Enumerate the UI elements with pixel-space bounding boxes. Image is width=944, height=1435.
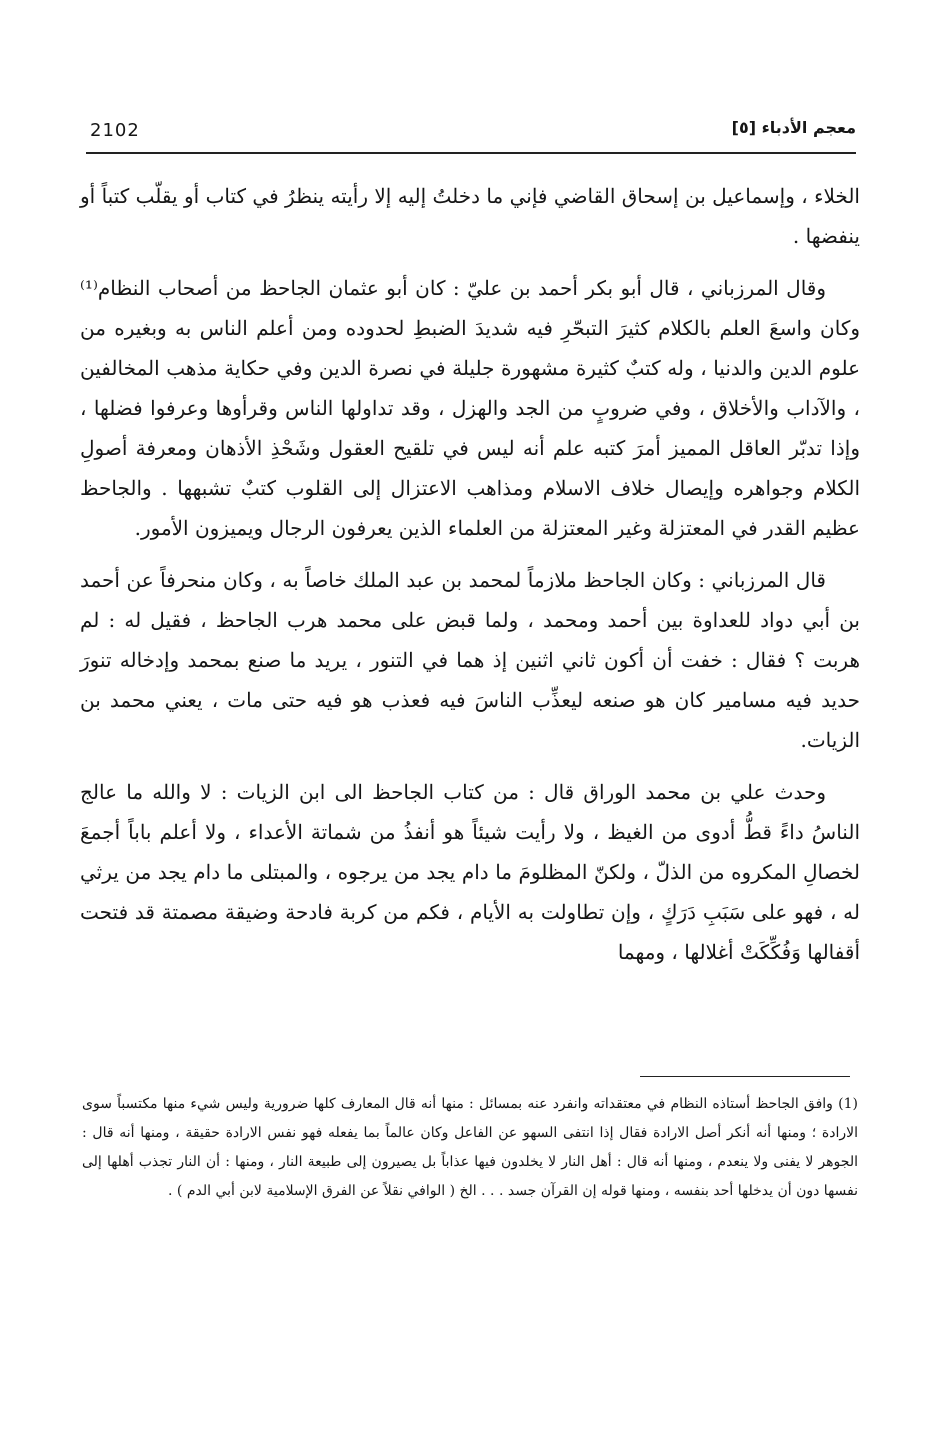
paragraph: الخلاء ، وإسماعيل بن إسحاق القاضي فإني ما دخلتُ إليه إلا رأيته ينظرُ في كتاب أو يقلّب كتباً أو ينفضها . xyxy=(80,184,860,248)
footnotes xyxy=(82,1090,858,1206)
footnote: (1) وافق الجاحظ أستاذه النظام في معتقداته وانفرد عنه بمسائل : منها أنه قال المعارف كلها ضرورية وليس شيء منها مكتسباً سوى الارادة ؛ ومنها أنه أنكر أصل الارادة فقال إذا انتفى السهو عن الفاعل وكان عالماً بما يفعله فهو نفس الارادة حقيقة ، ومنها أنه قال : الجوهر لا يفنى ولا ينعدم ، ومنها أنه قال : أهل النار لا يخلدون فيها عذاباً بل يصيرون إلى طبيعة النار ، ومنها : أن النار تجذب أهلها إلى نفسها دون أن يدخلها أحد بنفسه ، ومنها قوله إن القرآن جسد . . . الخ ( الوافي نقلاً عن الفرق الإسلامية لابن أبي الدم ) . xyxy=(82,1096,858,1199)
paragraph: قال المرزباني : وكان الجاحظ ملازماً لمحمد بن عبد الملك خاصاً به ، وكان منحرفاً عن أحمد بن أبي دواد للعداوة بين أحمد ومحمد ، ولما قبض على محمد هرب الجاحظ ، فقيل له : لم هربت ؟ فقال : خفت أن أكون ثاني اثنين إذ هما في التنور ، يريد ما صنع بمحمد وإدخاله تنورَ حديد فيه مسامير كان هو صنعه ليعذِّب الناسَ فيه فعذب هو فيه حتى مات ، يعني محمد بن الزيات. xyxy=(80,568,860,752)
paragraph: وحدث علي بن محمد الوراق قال : من كتاب الجاحظ الى ابن الزيات : لا والله ما عالج الناسُ داءً قطُّ أدوى من الغيظ ، ولا رأيت شيئاً هو أنفذُ من شماتة الأعداء ، ولا أعلم باباً أجمعَ لخصالِ المكروه من الذلّ ، ولكنّ المظلومَ ما دام يجد من يرجوه ، والمبتلى ما دام يجد من يرثي له ، فهو على سَبَبِ دَرَكٍ ، وإن تطاولت به الأيام ، فكم من كربة فادحة وضيقة مصمتة قد فتحت أقفالها وَفُكِّكَتْ أغلالها ، ومهما xyxy=(80,780,860,964)
running-title: معجم الأدباء [٥] xyxy=(731,118,856,137)
main-text xyxy=(80,176,860,984)
paragraph: وقال المرزباني ، قال أبو بكر أحمد بن عليّ : كان أبو عثمان الجاحظ من أصحاب النظام⁽¹⁾ وكان واسعَ العلم بالكلام كثيرَ التبحّرِ فيه شديدَ الضبطِ لحدوده ومن أعلم الناس به وبغيره من علوم الدين والدنيا ، وله كتبٌ كثيرة مشهورة جليلة في نصرة الدين وفي حكاية مذهب المخالفين ، والآداب والأخلاق ، وفي ضروبٍ من الجد والهزل ، وقد تداولها الناس وقرأوها وعرفوا فضلها ، وإذا تدبّر العاقل المميز أمرَ كتبه علم أنه ليس في تلقيح العقول وشَحْذِ الأذهان ومعرفة أصولِ الكلام وجواهره وإيصال خلاف الاسلام ومذاهب الاعتزال إلى القلوب كتبٌ تشبهها . والجاحظ عظيم القدر في المعتزلة وغير المعتزلة من العلماء الذين يعرفون الرجال ويميزون الأمور. xyxy=(80,276,860,540)
footnote-divider xyxy=(640,1076,850,1077)
page-header xyxy=(86,118,856,154)
page-number: 2102 xyxy=(90,120,140,141)
